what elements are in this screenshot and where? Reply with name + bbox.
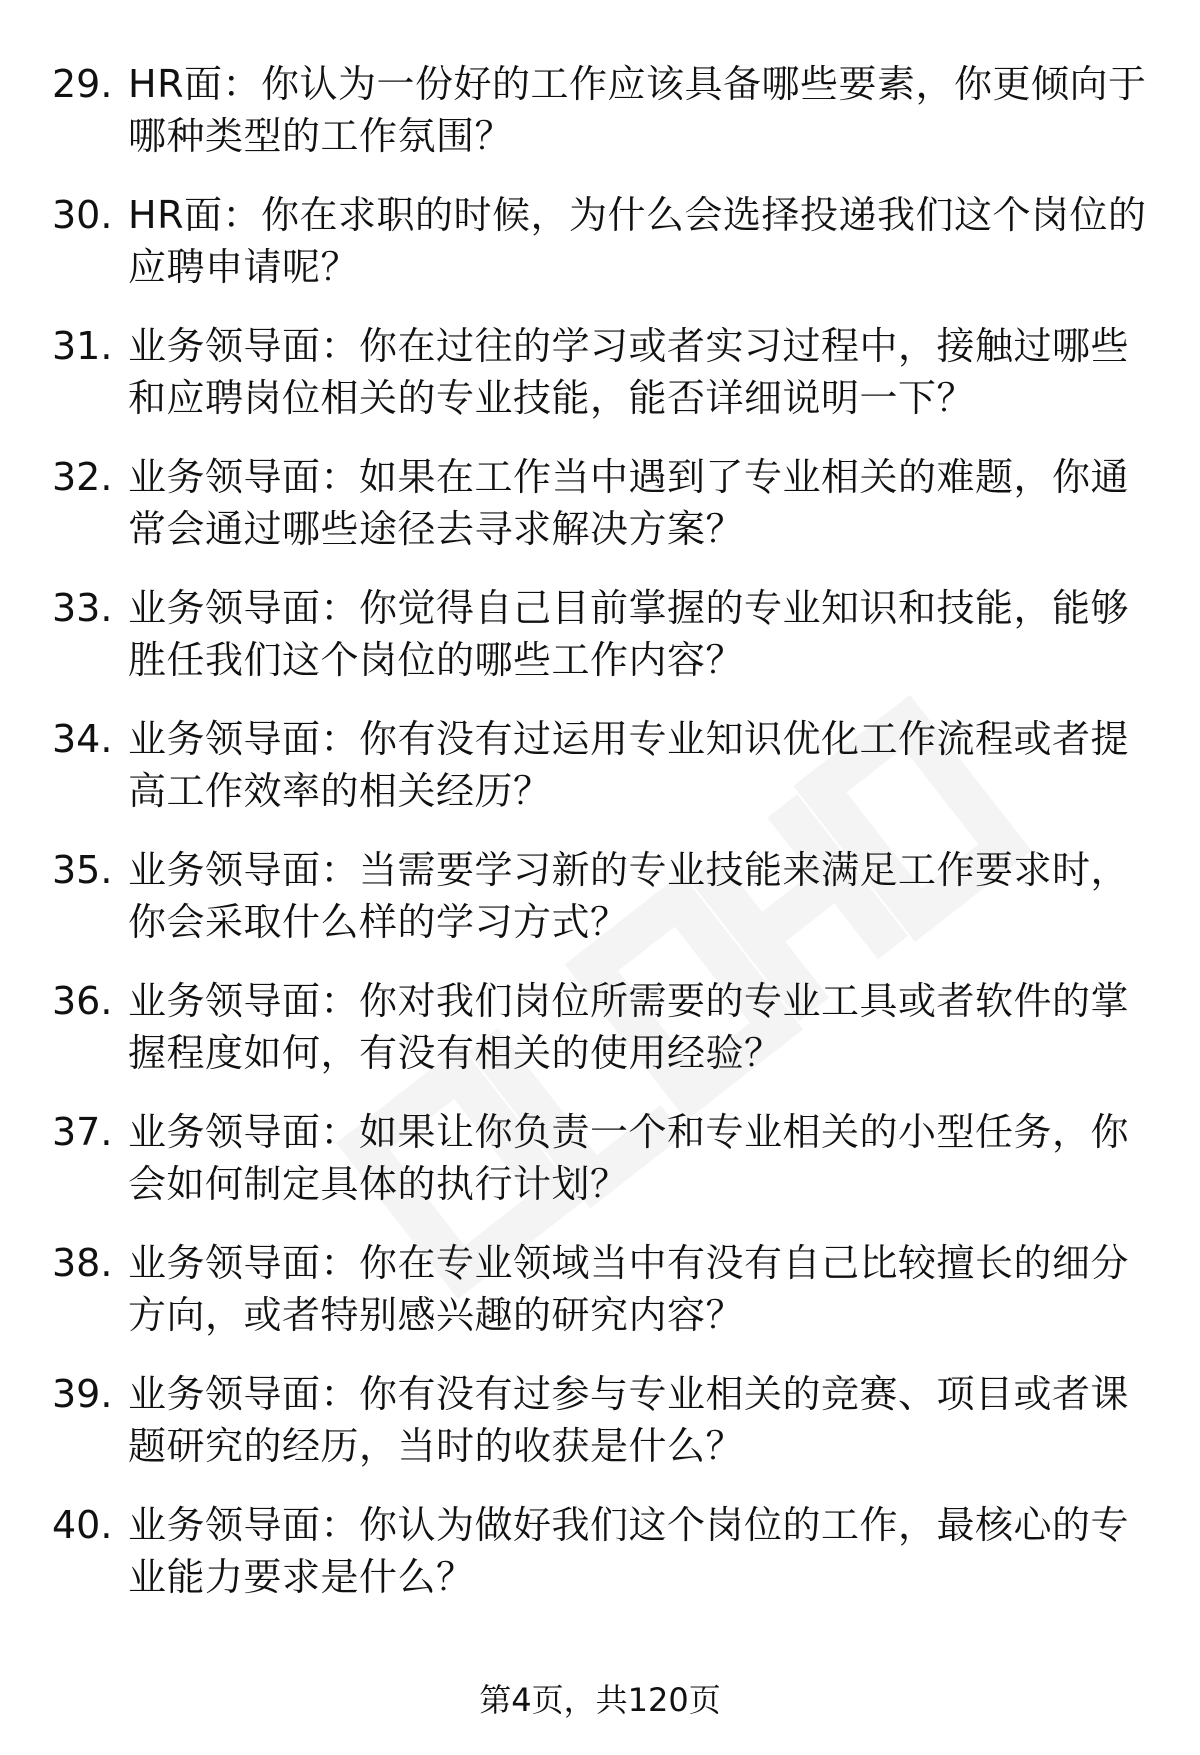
question-item bbox=[0, 975, 1200, 1106]
question-item bbox=[0, 451, 1200, 582]
question-text: 业务领导面：你对我们岗位所需要的专业工具或者软件的掌握程度如何，有没有相关的使用经验？ bbox=[128, 979, 1130, 1075]
question-item bbox=[0, 320, 1200, 451]
question-text: 业务领导面：当需要学习新的专业技能来满足工作要求时，你会采取什么样的学习方式？ bbox=[128, 848, 1130, 944]
question-number: 37. bbox=[52, 1110, 113, 1154]
page-number-label: 第4页，共120页 bbox=[479, 1681, 721, 1719]
question-text: 业务领导面：如果在工作当中遇到了专业相关的难题，你通常会通过哪些途径去寻求解决方案？ bbox=[128, 455, 1130, 551]
question-item bbox=[0, 189, 1200, 320]
question-number: 34. bbox=[52, 717, 113, 761]
question-number: 33. bbox=[52, 586, 113, 630]
question-number: 39. bbox=[52, 1372, 113, 1416]
question-number: 38. bbox=[52, 1241, 113, 1285]
question-item bbox=[0, 1106, 1200, 1237]
question-number: 35. bbox=[52, 848, 113, 892]
question-item bbox=[0, 844, 1200, 975]
question-number: 32. bbox=[52, 455, 113, 499]
question-number: 36. bbox=[52, 979, 113, 1023]
question-item bbox=[0, 713, 1200, 844]
question-text: 业务领导面：你在专业领域当中有没有自己比较擅长的细分方向，或者特别感兴趣的研究内容？ bbox=[128, 1241, 1130, 1337]
question-item bbox=[0, 1368, 1200, 1499]
page-footer bbox=[0, 1676, 1200, 1724]
question-number: 30. bbox=[52, 193, 113, 237]
question-text: 业务领导面：你认为做好我们这个岗位的工作，最核心的专业能力要求是什么？ bbox=[128, 1503, 1130, 1599]
question-text: 业务领导面：如果让你负责一个和专业相关的小型任务，你会如何制定具体的执行计划？ bbox=[128, 1110, 1130, 1206]
question-text: 业务领导面：你觉得自己目前掌握的专业知识和技能，能够胜任我们这个岗位的哪些工作内容？ bbox=[128, 586, 1130, 682]
question-number: 31. bbox=[52, 324, 113, 368]
question-item bbox=[0, 582, 1200, 713]
question-item bbox=[0, 1237, 1200, 1368]
question-item bbox=[0, 58, 1200, 189]
question-text: HR面：你在求职的时候，为什么会选择投递我们这个岗位的应聘申请呢？ bbox=[128, 193, 1147, 289]
question-text: HR面：你认为一份好的工作应该具备哪些要素，你更倾向于哪种类型的工作氛围？ bbox=[128, 62, 1147, 158]
question-text: 业务领导面：你有没有过运用专业知识优化工作流程或者提高工作效率的相关经历？ bbox=[128, 717, 1130, 813]
question-item bbox=[0, 1499, 1200, 1630]
question-number: 29. bbox=[52, 62, 113, 106]
question-number: 40. bbox=[52, 1503, 113, 1547]
question-text: 业务领导面：你有没有过参与专业相关的竞赛、项目或者课题研究的经历，当时的收获是什么？ bbox=[128, 1372, 1130, 1468]
question-list bbox=[0, 58, 1200, 1630]
question-text: 业务领导面：你在过往的学习或者实习过程中，接触过哪些和应聘岗位相关的专业技能，能否详细说明一下？ bbox=[128, 324, 1130, 420]
